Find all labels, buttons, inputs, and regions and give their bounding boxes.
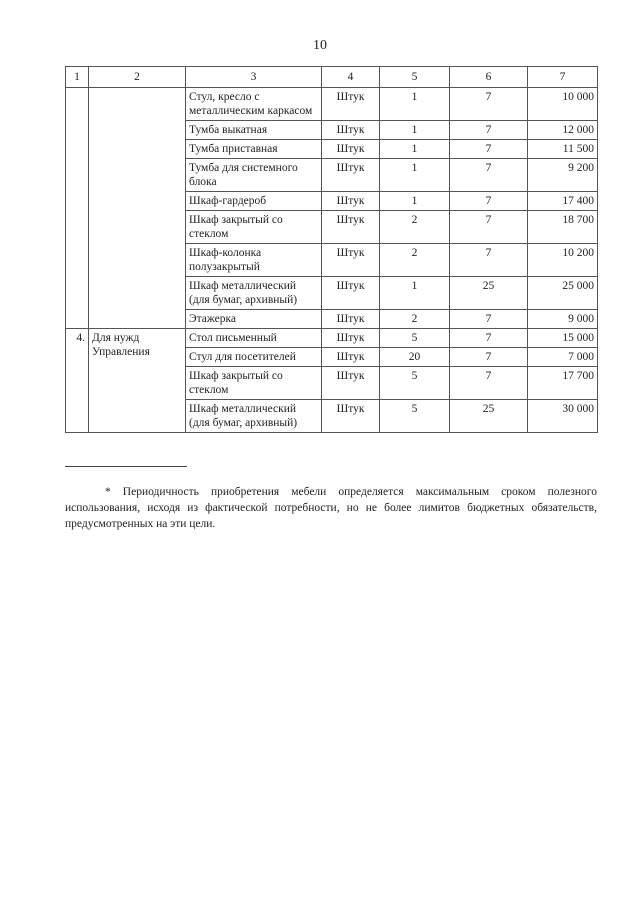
quantity-cell: 5 [380,367,450,400]
price-cell: 7 000 [528,348,598,367]
unit-cell: Штук [322,348,380,367]
service-years-cell: 7 [450,121,528,140]
item-name-cell: Стул для посетителей [186,348,322,367]
row-number-cell: 4. [66,329,89,433]
item-name-cell: Тумба приставная [186,140,322,159]
quantity-cell: 2 [380,310,450,329]
unit-cell: Штук [322,329,380,348]
quantity-cell: 1 [380,88,450,121]
service-years-cell: 7 [450,367,528,400]
price-cell: 15 000 [528,329,598,348]
table-header-row [66,67,598,88]
unit-cell: Штук [322,400,380,433]
item-name-cell: Шкаф закрытый со стеклом [186,367,322,400]
header-col-4: 4 [322,67,380,88]
header-col-1: 1 [66,67,89,88]
price-cell: 30 000 [528,400,598,433]
price-cell: 11 500 [528,140,598,159]
furniture-norms-table [65,66,598,433]
service-years-cell: 7 [450,192,528,211]
purpose-cell [89,88,186,329]
header-col-7: 7 [528,67,598,88]
service-years-cell: 7 [450,329,528,348]
quantity-cell: 1 [380,121,450,140]
service-years-cell: 7 [450,159,528,192]
quantity-cell: 2 [380,244,450,277]
unit-cell: Штук [322,277,380,310]
quantity-cell: 5 [380,329,450,348]
footnote-text: * Периодичность приобретения мебели определяется максимальным сроком полезного использования, исходя из фактической потребности, но не более лимитов бюджетных обязательств, предусмотренных на эти цели. [65,485,597,530]
page-number: 10 [313,38,327,53]
price-cell: 17 700 [528,367,598,400]
item-name-cell: Шкаф-колонка полузакрытый [186,244,322,277]
price-cell: 12 000 [528,121,598,140]
quantity-cell: 2 [380,211,450,244]
quantity-cell: 1 [380,192,450,211]
unit-cell: Штук [322,121,380,140]
item-name-cell: Шкаф закрытый со стеклом [186,211,322,244]
header-col-5: 5 [380,67,450,88]
table-row [66,88,598,121]
unit-cell: Штук [322,211,380,244]
purpose-cell: Для нужд Управления [89,329,186,433]
service-years-cell: 7 [450,310,528,329]
price-cell: 10 200 [528,244,598,277]
unit-cell: Штук [322,88,380,121]
item-name-cell: Тумба для системного блока [186,159,322,192]
item-name-cell: Шкаф-гардероб [186,192,322,211]
unit-cell: Штук [322,367,380,400]
price-cell: 17 400 [528,192,598,211]
unit-cell: Штук [322,159,380,192]
service-years-cell: 7 [450,88,528,121]
row-number-cell [66,88,89,329]
price-cell: 25 000 [528,277,598,310]
footnote-divider [65,466,187,467]
service-years-cell: 7 [450,211,528,244]
header-col-3: 3 [186,67,322,88]
service-years-cell: 25 [450,277,528,310]
service-years-cell: 25 [450,400,528,433]
header-col-6: 6 [450,67,528,88]
header-col-2: 2 [89,67,186,88]
quantity-cell: 5 [380,400,450,433]
price-cell: 9 200 [528,159,598,192]
service-years-cell: 7 [450,244,528,277]
price-cell: 9 000 [528,310,598,329]
price-cell: 18 700 [528,211,598,244]
unit-cell: Штук [322,140,380,159]
unit-cell: Штук [322,310,380,329]
unit-cell: Штук [322,244,380,277]
item-name-cell: Стол письменный [186,329,322,348]
quantity-cell: 20 [380,348,450,367]
service-years-cell: 7 [450,348,528,367]
table-row [66,329,598,348]
item-name-cell: Тумба выкатная [186,121,322,140]
item-name-cell: Шкаф металлический (для бумаг, архивный) [186,400,322,433]
quantity-cell: 1 [380,277,450,310]
service-years-cell: 7 [450,140,528,159]
item-name-cell: Стул, кресло с металлическим каркасом [186,88,322,121]
item-name-cell: Шкаф металлический (для бумаг, архивный) [186,277,322,310]
quantity-cell: 1 [380,159,450,192]
unit-cell: Штук [322,192,380,211]
item-name-cell: Этажерка [186,310,322,329]
quantity-cell: 1 [380,140,450,159]
price-cell: 10 000 [528,88,598,121]
